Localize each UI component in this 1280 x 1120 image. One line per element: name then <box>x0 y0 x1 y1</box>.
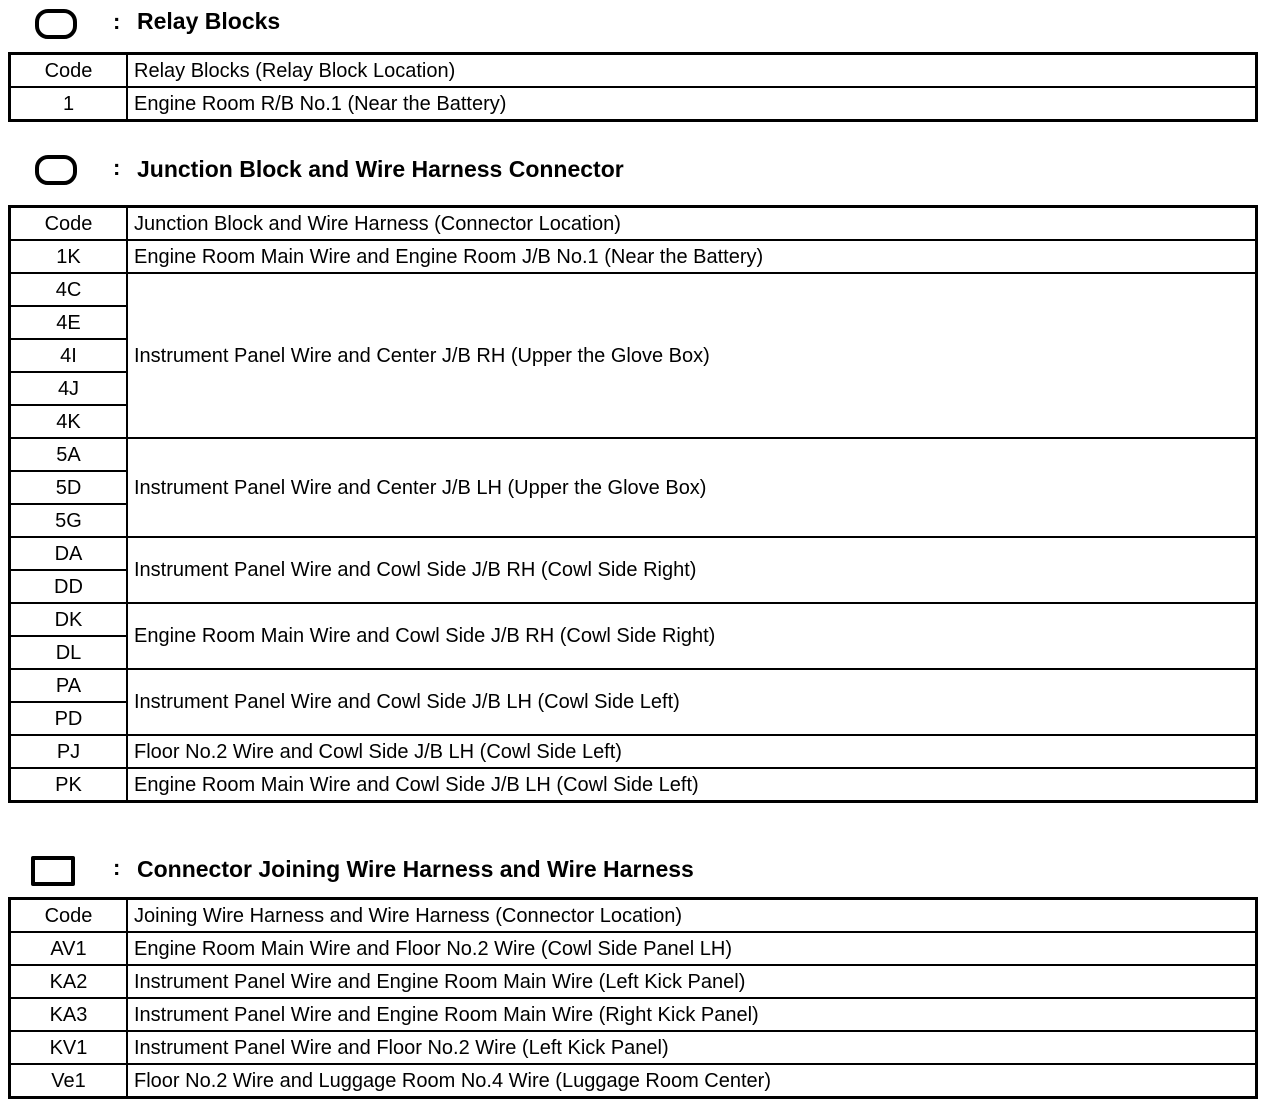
location-cell: Instrument Panel Wire and Engine Room Main Wire (Left Kick Panel) <box>127 965 1257 998</box>
location-cell: Instrument Panel Wire and Center J/B RH (Upper the Glove Box) <box>127 273 1257 438</box>
code-cell: 4K <box>10 405 128 438</box>
table-header-row <box>10 899 1257 933</box>
code-cell: PJ <box>10 735 128 768</box>
code-cell: Ve1 <box>10 1064 128 1098</box>
table-row <box>10 438 1257 471</box>
code-cell: 4I <box>10 339 128 372</box>
code-cell: DA <box>10 537 128 570</box>
table-row <box>10 537 1257 570</box>
section-junction-block-heading <box>0 152 1280 192</box>
table-row <box>10 273 1257 306</box>
code-cell: DD <box>10 570 128 603</box>
location-cell: Instrument Panel Wire and Center J/B LH (Upper the Glove Box) <box>127 438 1257 537</box>
section-connector-joining-heading <box>0 852 1280 892</box>
code-cell: DK <box>10 603 128 636</box>
code-column-header: Code <box>10 54 128 88</box>
code-cell: DL <box>10 636 128 669</box>
location-column-header: Joining Wire Harness and Wire Harness (Connector Location) <box>127 899 1257 933</box>
code-cell: KA2 <box>10 965 128 998</box>
table-row <box>10 240 1257 273</box>
code-cell: 4J <box>10 372 128 405</box>
table-row <box>10 1031 1257 1064</box>
location-cell: Engine Room Main Wire and Cowl Side J/B LH (Cowl Side Left) <box>127 768 1257 802</box>
code-cell: PD <box>10 702 128 735</box>
code-column-header: Code <box>10 899 128 933</box>
table-row <box>10 1064 1257 1098</box>
square-box-symbol-icon <box>31 856 75 886</box>
table-row <box>10 669 1257 702</box>
code-cell: AV1 <box>10 932 128 965</box>
rounded-box-symbol-icon <box>35 9 77 39</box>
section-title: Junction Block and Wire Harness Connector <box>137 156 624 182</box>
code-cell: 5G <box>10 504 128 537</box>
table-row <box>10 998 1257 1031</box>
table-header-row <box>10 207 1257 241</box>
heading-colon: : <box>113 155 121 180</box>
code-cell: 4E <box>10 306 128 339</box>
code-cell: KA3 <box>10 998 128 1031</box>
table-row <box>10 603 1257 636</box>
code-cell: 1 <box>10 87 128 121</box>
code-cell: 5A <box>10 438 128 471</box>
relay-blocks-table <box>8 52 1258 122</box>
connector-joining-table <box>8 897 1258 1099</box>
section-relay-blocks-heading <box>0 6 1280 46</box>
location-cell: Engine Room Main Wire and Floor No.2 Wire (Cowl Side Panel LH) <box>127 932 1257 965</box>
code-cell: PA <box>10 669 128 702</box>
table-row <box>10 768 1257 802</box>
rounded-box-symbol-icon <box>35 155 77 185</box>
location-cell: Instrument Panel Wire and Cowl Side J/B RH (Cowl Side Right) <box>127 537 1257 603</box>
code-cell: 4C <box>10 273 128 306</box>
heading-colon: : <box>113 9 121 34</box>
location-cell: Engine Room R/B No.1 (Near the Battery) <box>127 87 1257 121</box>
heading-colon: : <box>113 855 121 880</box>
code-cell: KV1 <box>10 1031 128 1064</box>
location-cell: Instrument Panel Wire and Cowl Side J/B LH (Cowl Side Left) <box>127 669 1257 735</box>
location-cell: Engine Room Main Wire and Cowl Side J/B RH (Cowl Side Right) <box>127 603 1257 669</box>
table-row <box>10 965 1257 998</box>
location-cell: Floor No.2 Wire and Cowl Side J/B LH (Cowl Side Left) <box>127 735 1257 768</box>
code-cell: PK <box>10 768 128 802</box>
table-row <box>10 932 1257 965</box>
section-title: Connector Joining Wire Harness and Wire Harness <box>137 856 694 882</box>
table-row <box>10 87 1257 121</box>
location-cell: Instrument Panel Wire and Engine Room Main Wire (Right Kick Panel) <box>127 998 1257 1031</box>
location-column-header: Relay Blocks (Relay Block Location) <box>127 54 1257 88</box>
location-cell: Floor No.2 Wire and Luggage Room No.4 Wire (Luggage Room Center) <box>127 1064 1257 1098</box>
junction-block-table <box>8 205 1258 803</box>
code-cell: 1K <box>10 240 128 273</box>
location-column-header: Junction Block and Wire Harness (Connector Location) <box>127 207 1257 241</box>
location-cell: Engine Room Main Wire and Engine Room J/B No.1 (Near the Battery) <box>127 240 1257 273</box>
code-column-header: Code <box>10 207 128 241</box>
section-title: Relay Blocks <box>137 8 281 34</box>
table-row <box>10 735 1257 768</box>
code-cell: 5D <box>10 471 128 504</box>
table-header-row <box>10 54 1257 88</box>
location-cell: Instrument Panel Wire and Floor No.2 Wire (Left Kick Panel) <box>127 1031 1257 1064</box>
